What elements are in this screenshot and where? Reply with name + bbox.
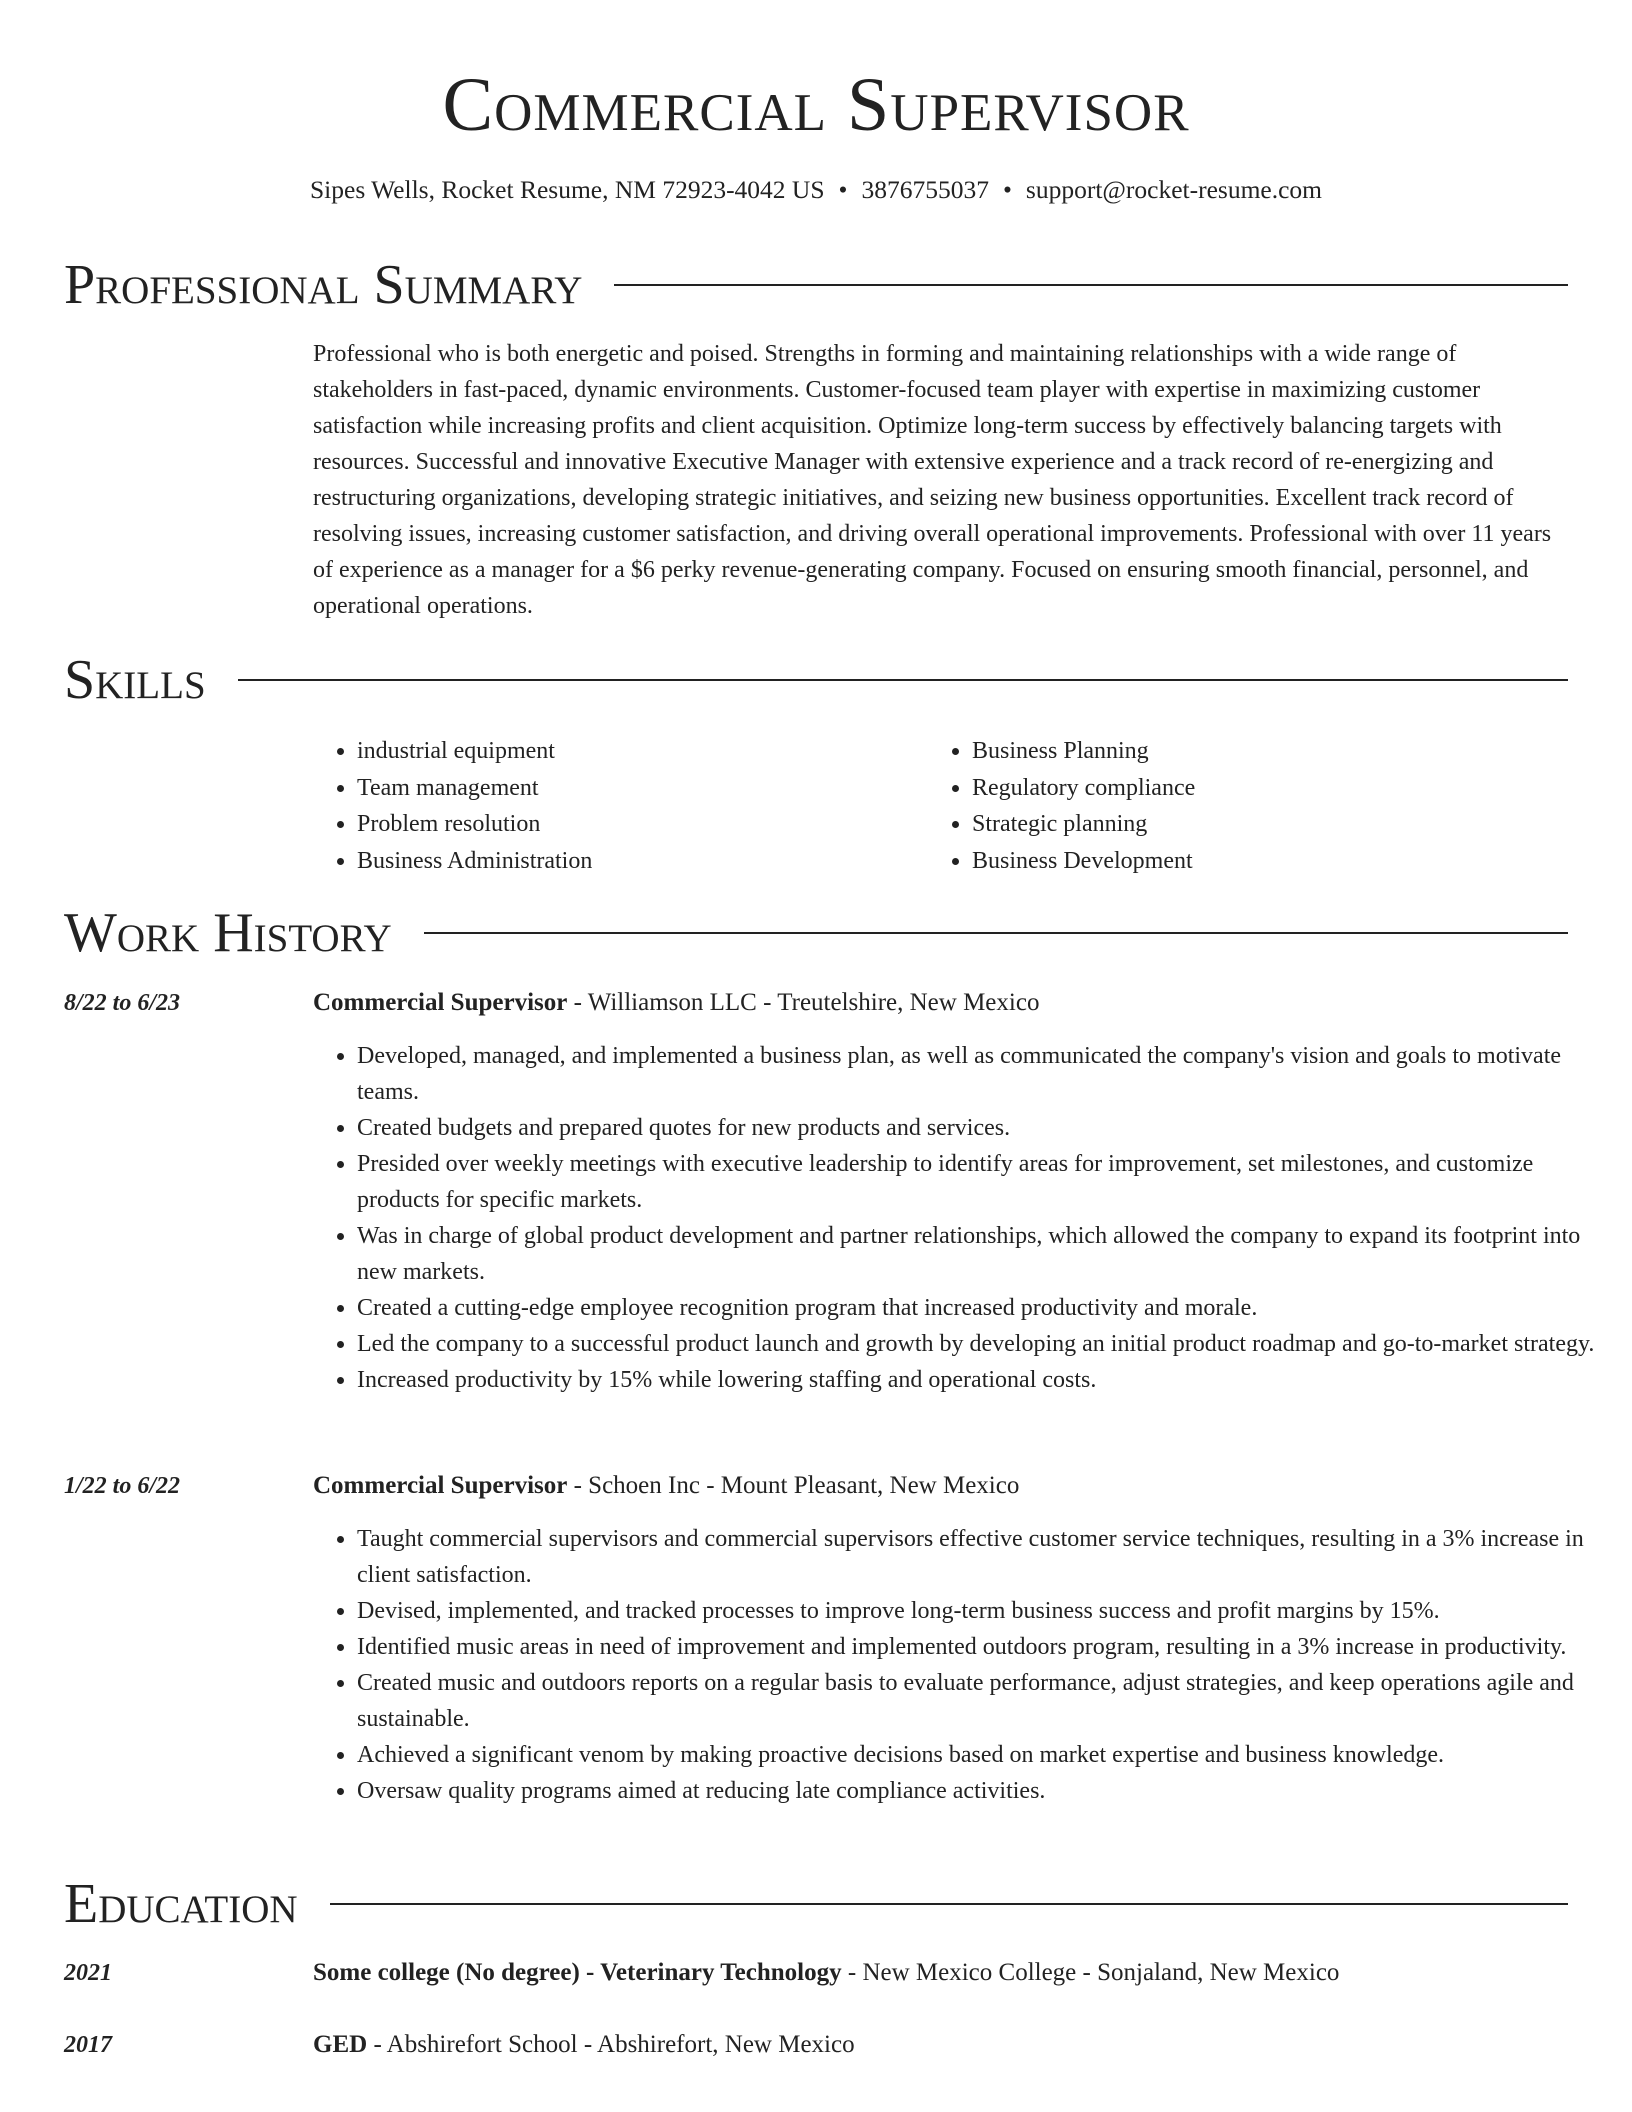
skill-item: • Regulatory compliance (972, 770, 1572, 807)
job-employer: - Williamson LLC - Treutelshire, New Mexico (567, 989, 1040, 1016)
summary-paragraph: Professional who is both energetic and poised. Strengths in forming and maintaining relationships with a wide range of stakeholders in fast-paced, dynamic environments. Customer-focused team player with expertise in maximizing customer satisfaction while increasing profits and client acquisition. Optimize long-term success by effectively balancing targets with resources. Successful and innovative Executive Manager with extensive experience and a track record of re-energizing and restructuring organizations, developing strategic initiatives, and seizing new business opportunities. Excellent track record of resolving issues, increasing customer satisfaction, and driving overall operational improvements. Professional with over 11 years of experience as a manager for a $6 perky revenue-generating company. Focused on ensuring smooth financial, personnel, and operational operations. (313, 341, 1552, 619)
job-bullet: • Created budgets and prepared quotes for new products and services. (357, 1110, 1612, 1146)
job-bullet: • Created a cutting-edge employee recognition program that increased productivity and morale. (357, 1290, 1612, 1326)
job-bullet: • Identified music areas in need of improvement and implemented outdoors program, resulting in a 3% increase in productivity. (357, 1629, 1612, 1665)
education-date: 2017 (64, 2032, 112, 2058)
section-title-skills: Skills (64, 649, 206, 711)
contact-email[interactable]: support@rocket-resume.com (1025, 175, 1323, 204)
contact-phone: 3876755037 (861, 175, 989, 204)
job-date: 1/22 to 6/22 (64, 1473, 181, 1499)
skill-item: • Business Planning (972, 733, 1572, 770)
job-date: 8/22 to 6/23 (64, 990, 181, 1016)
contact-separator: • (1002, 175, 1012, 204)
education-degree: GED (313, 2031, 368, 2058)
job-heading (313, 985, 1568, 1021)
contact-address: Sipes Wells, Rocket Resume, NM 72923-4042 US (309, 175, 825, 204)
job-bullets (313, 1038, 1612, 1398)
section-divider (614, 284, 1568, 286)
candidate-name: Commercial Supervisor (442, 63, 1190, 147)
skill-item: • industrial equipment (357, 733, 917, 770)
skill-item: • Problem resolution (357, 806, 917, 843)
contact-separator: • (838, 175, 848, 204)
skills-column-left (313, 733, 917, 879)
job-title: Commercial Supervisor (313, 989, 568, 1016)
job-bullet: • Achieved a significant venom by making proactive decisions based on market expertise and business knowledge. (357, 1737, 1612, 1773)
job-bullet: • Led the company to a successful product launch and growth by developing an initial product roadmap and go-to-market strategy. (357, 1326, 1612, 1362)
section-divider (238, 679, 1568, 681)
education-entry (313, 2027, 1568, 2063)
education-date: 2021 (64, 1960, 112, 1986)
job-bullet: • Oversaw quality programs aimed at reducing late compliance activities. (357, 1773, 1612, 1809)
skill-item: • Team management (357, 770, 917, 807)
education-entry (313, 1955, 1568, 1991)
summary-section-header (64, 250, 1568, 320)
job-bullet: • Developed, managed, and implemented a business plan, as well as communicated the company's vision and goals to motivate teams. (357, 1038, 1612, 1110)
job-bullet: • Was in charge of global product development and partner relationships, which allowed the company to expand its footprint into new markets. (357, 1218, 1612, 1290)
skills-column-right (928, 733, 1572, 879)
job-bullets (313, 1521, 1612, 1809)
education-degree: Some college (No degree) - Veterinary Technology (313, 1959, 842, 1986)
job-bullet: • Created music and outdoors reports on a regular basis to evaluate performance, adjust strategies, and keep operations agile and sustainable. (357, 1665, 1612, 1737)
job-bullet: • Taught commercial supervisors and commercial supervisors effective customer service techniques, resulting in a 3% increase in client satisfaction. (357, 1521, 1612, 1593)
skill-item: • Business Development (972, 843, 1572, 880)
skill-item: • Strategic planning (972, 806, 1572, 843)
work-section-header (64, 898, 1568, 968)
job-bullet: • Devised, implemented, and tracked processes to improve long-term business success and profit margins by 15%. (357, 1593, 1612, 1629)
section-divider (330, 1903, 1568, 1905)
section-title-summary: Professional Summary (64, 254, 583, 316)
job-title: Commercial Supervisor (313, 1472, 568, 1499)
education-school: - Abshirefort School - Abshirefort, New Mexico (367, 2031, 855, 2058)
section-title-work: Work History (64, 902, 392, 964)
section-title-education: Education (64, 1873, 298, 1935)
job-bullet: • Presided over weekly meetings with executive leadership to identify areas for improvement, set milestones, and customize products for specific markets. (357, 1146, 1612, 1218)
job-heading (313, 1468, 1568, 1504)
job-bullet: • Increased productivity by 15% while lowering staffing and operational costs. (357, 1362, 1612, 1398)
education-school: - New Mexico College - Sonjaland, New Mexico (841, 1959, 1340, 1986)
job-employer: - Schoen Inc - Mount Pleasant, New Mexico (567, 1472, 1020, 1499)
section-divider (424, 932, 1568, 934)
skills-section-header (64, 645, 1568, 715)
education-section-header (64, 1869, 1568, 1939)
contact-line (0, 172, 1632, 208)
skill-item: • Business Administration (357, 843, 917, 880)
